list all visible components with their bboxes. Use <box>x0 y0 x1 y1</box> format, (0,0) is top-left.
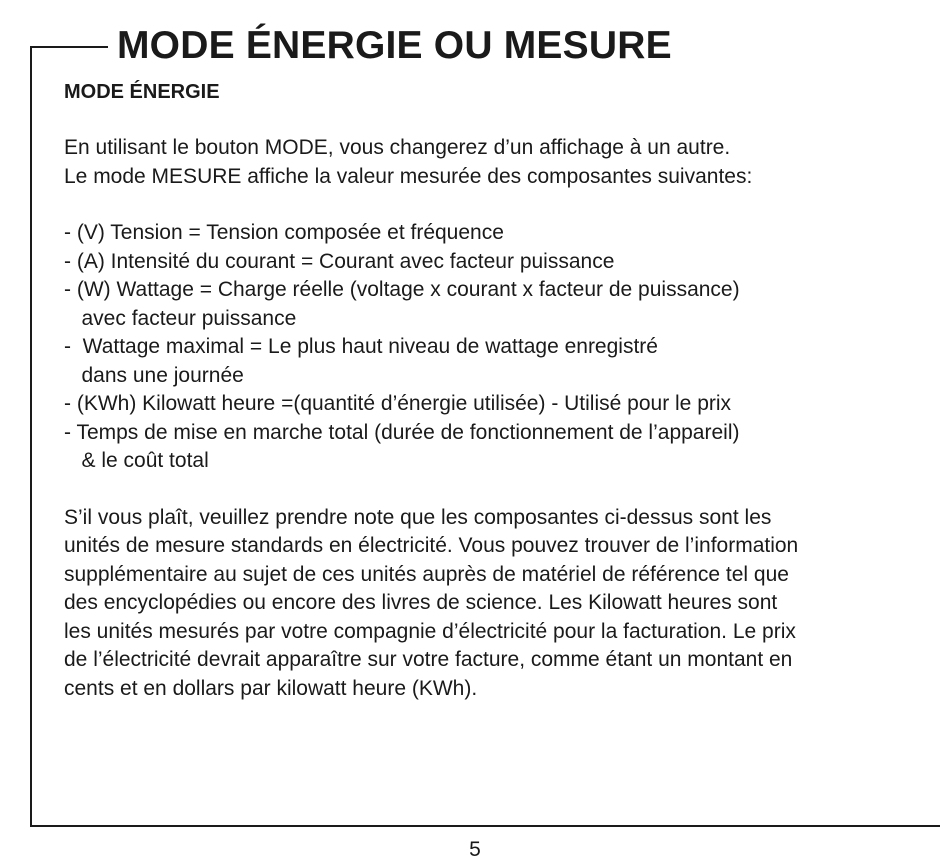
section-heading: MODE ÉNERGIE <box>64 81 220 103</box>
note-line: unités de mesure standards en électricité. Vous pouvez trouver de l’information <box>64 534 799 557</box>
frame-left-border <box>30 46 32 827</box>
note-line: les unités mesurés par votre compagnie d’électricité pour la facturation. Le prix <box>64 619 796 643</box>
list-item: - Wattage maximal = Le plus haut niveau de wattage enregistré <box>64 335 658 358</box>
frame-bottom-border <box>30 825 940 827</box>
list-item-continuation: dans une journée <box>64 363 244 387</box>
spacer <box>64 106 940 134</box>
note-line: cents et en dollars par kilowatt heure (KWh). <box>64 676 478 700</box>
note-line: supplémentaire au sujet de ces unités auprès de matériel de référence tel que <box>64 562 789 586</box>
spacer <box>64 191 940 219</box>
list-item: - (A) Intensité du courant = Courant avec facteur puissance <box>64 249 615 273</box>
page-title: MODE ÉNERGIE OU MESURE <box>117 24 672 67</box>
intro-paragraph <box>64 134 940 191</box>
list-item: - (V) Tension = Tension composée et fréquence <box>64 221 504 244</box>
spacer <box>64 476 940 504</box>
note-paragraph <box>64 504 940 704</box>
note-line: S’il vous plaît, veuillez prendre note que les composantes ci-dessus sont les <box>64 505 772 529</box>
list-item: - Temps de mise en marche total (durée de fonctionnement de l’appareil) <box>64 420 740 444</box>
intro-line: En utilisant le bouton MODE, vous changerez d’un affichage à un autre. <box>64 136 731 159</box>
page-number: 5 <box>469 838 481 861</box>
measure-list <box>64 219 940 476</box>
note-line: des encyclopédies ou encore des livres de science. Les Kilowatt heures sont <box>64 591 778 614</box>
list-item-continuation: & le coût total <box>64 449 209 472</box>
list-item-continuation: avec facteur puissance <box>64 306 297 330</box>
frame-top-border <box>30 46 108 48</box>
list-item: - (KWh) Kilowatt heure =(quantité d’énergie utilisée) - Utilisé pour le prix <box>64 392 732 415</box>
note-line: de l’électricité devrait apparaître sur votre facture, comme étant un montant en <box>64 648 793 671</box>
list-item: - (W) Wattage = Charge réelle (voltage x courant x facteur de puissance) <box>64 278 740 301</box>
intro-line: Le mode MESURE affiche la valeur mesurée des composantes suivantes: <box>64 164 753 188</box>
page-content <box>64 78 940 703</box>
